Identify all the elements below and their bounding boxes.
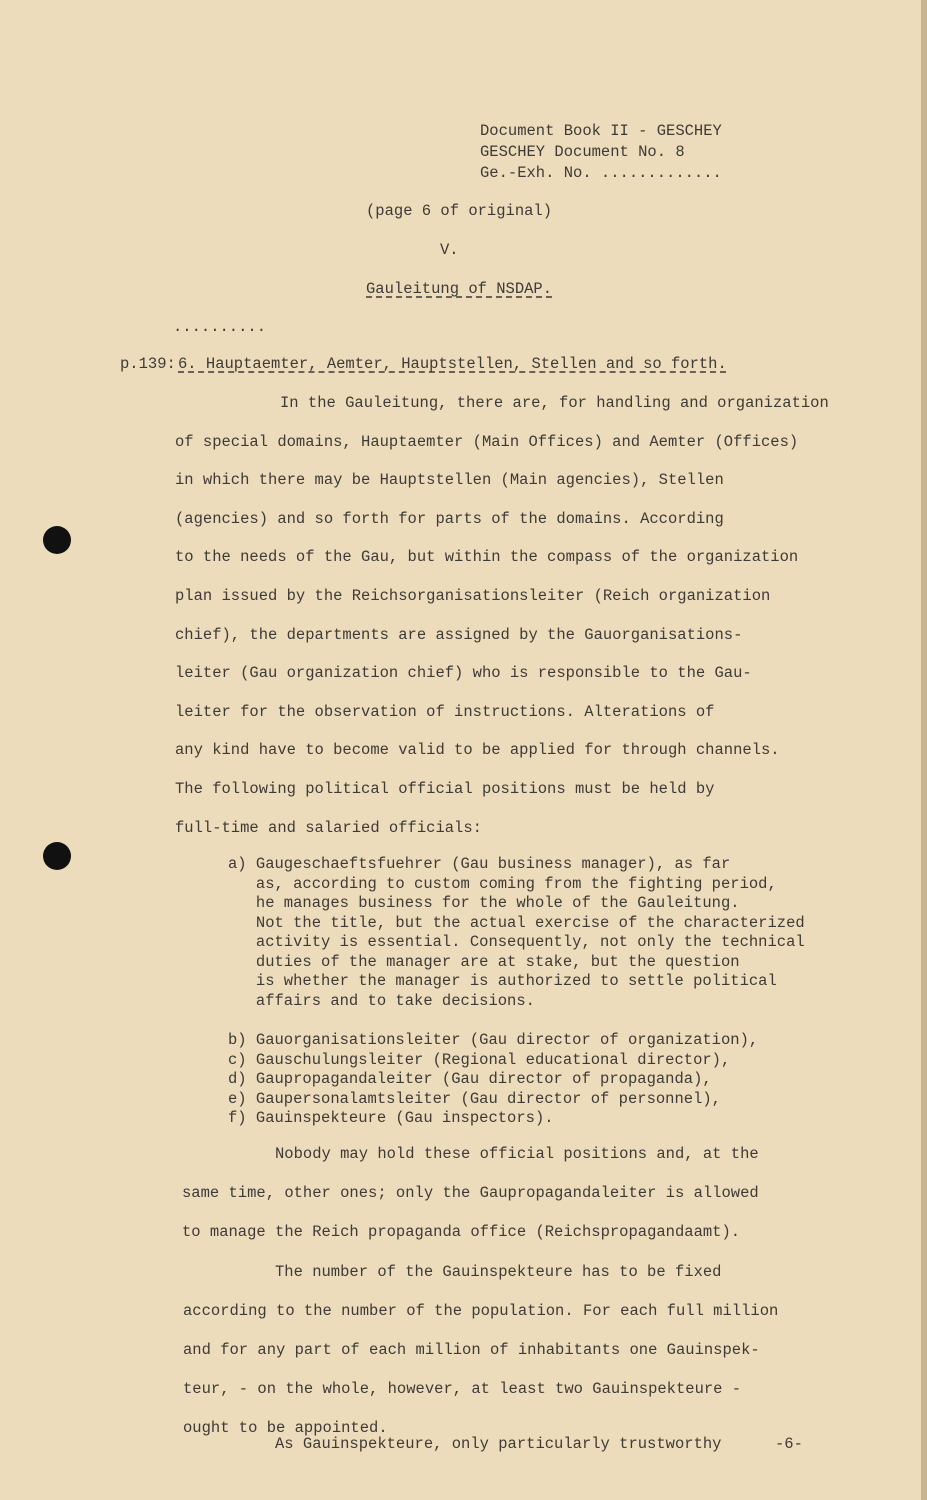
header-line: Ge.-Exh. No. .............	[480, 164, 722, 182]
page-number: -6-	[775, 1435, 803, 1453]
text-line: teur, - on the whole, however, at least two Gauinspekteure -	[183, 1380, 742, 1398]
text-line: to manage the Reich propaganda office (Reichspropagandaamt).	[182, 1223, 741, 1241]
text-line: of special domains, Hauptaemter (Main Offices) and Aemter (Offices)	[175, 432, 799, 451]
header-line: GESCHEY Document No. 8	[480, 143, 685, 161]
text-line: as, according to custom coming from the fighting period,	[228, 874, 777, 893]
text-line: The number of the Gauinspekteure has to be fixed	[275, 1263, 722, 1281]
page-reference: (page 6 of original)	[366, 202, 553, 220]
text-line: same time, other ones; only the Gaupropagandaleiter is allowed	[182, 1184, 759, 1202]
margin-reference: p.139:	[120, 355, 176, 373]
text-line: Not the title, but the actual exercise of the characterized	[228, 913, 805, 932]
text-line: a) Gaugeschaeftsfuehrer (Gau business manager), as far	[228, 855, 731, 873]
section-heading: 6. Hauptaemter, Aemter, Hauptstellen, Stellen and so forth.	[178, 355, 727, 373]
text-line: e) Gaupersonalamtsleiter (Gau director of personnel),	[228, 1089, 721, 1108]
text-line: activity is essential. Consequently, not only the technical	[228, 933, 805, 951]
separator-dots: ..........	[173, 318, 267, 336]
text-line: duties of the manager are at stake, but the question	[228, 952, 740, 971]
text-line: is whether the manager is authorized to settle political	[228, 972, 777, 990]
text-line: b) Gauorganisationsleiter (Gau director of organization),	[228, 1031, 759, 1049]
punch-hole	[43, 842, 71, 870]
text-line: c) Gauschulungsleiter (Regional educational director),	[228, 1050, 731, 1069]
text-line: leiter for the observation of instructions. Alterations of	[175, 702, 715, 721]
text-line: he manages business for the whole of the Gauleitung.	[228, 894, 740, 912]
text-line: Nobody may hold these official positions and, at the	[275, 1145, 759, 1163]
text-line: and for any part of each million of inhabitants one Gauinspek-	[183, 1341, 760, 1359]
document-title: Gauleitung of NSDAP.	[366, 280, 553, 298]
punch-hole	[43, 526, 71, 554]
text-line: The following political official positions must be held by	[175, 780, 715, 798]
text-line: f) Gauinspekteure (Gau inspectors).	[228, 1109, 554, 1128]
text-line: In the Gauleitung, there are, for handling and organization	[280, 394, 829, 412]
text-line: any kind have to become valid to be applied for through channels.	[175, 741, 780, 760]
text-line: in which there may be Hauptstellen (Main agencies), Stellen	[175, 471, 724, 490]
text-line: ought to be appointed.	[183, 1419, 388, 1437]
text-line: chief), the departments are assigned by the Gauorganisations-	[175, 625, 743, 644]
text-line: according to the number of the population. For each full million	[183, 1302, 779, 1320]
text-line: leiter (Gau organization chief) who is responsible to the Gau-	[175, 664, 752, 683]
text-line: (agencies) and so forth for parts of the domains. According	[175, 509, 724, 528]
text-line: to the needs of the Gau, but within the compass of the organization	[175, 548, 799, 567]
last-line: As Gauinspekteure, only particularly trustworthy	[275, 1435, 722, 1453]
text-line: plan issued by the Reichsorganisationsleiter (Reich organization	[175, 587, 771, 605]
text-line: full-time and salaried officials:	[175, 818, 482, 837]
text-line: d) Gaupropagandaleiter (Gau director of propaganda),	[228, 1070, 712, 1089]
header-line: Document Book II - GESCHEY	[480, 122, 722, 140]
text-line: affairs and to take decisions.	[228, 991, 535, 1010]
section-number: V.	[440, 241, 459, 259]
